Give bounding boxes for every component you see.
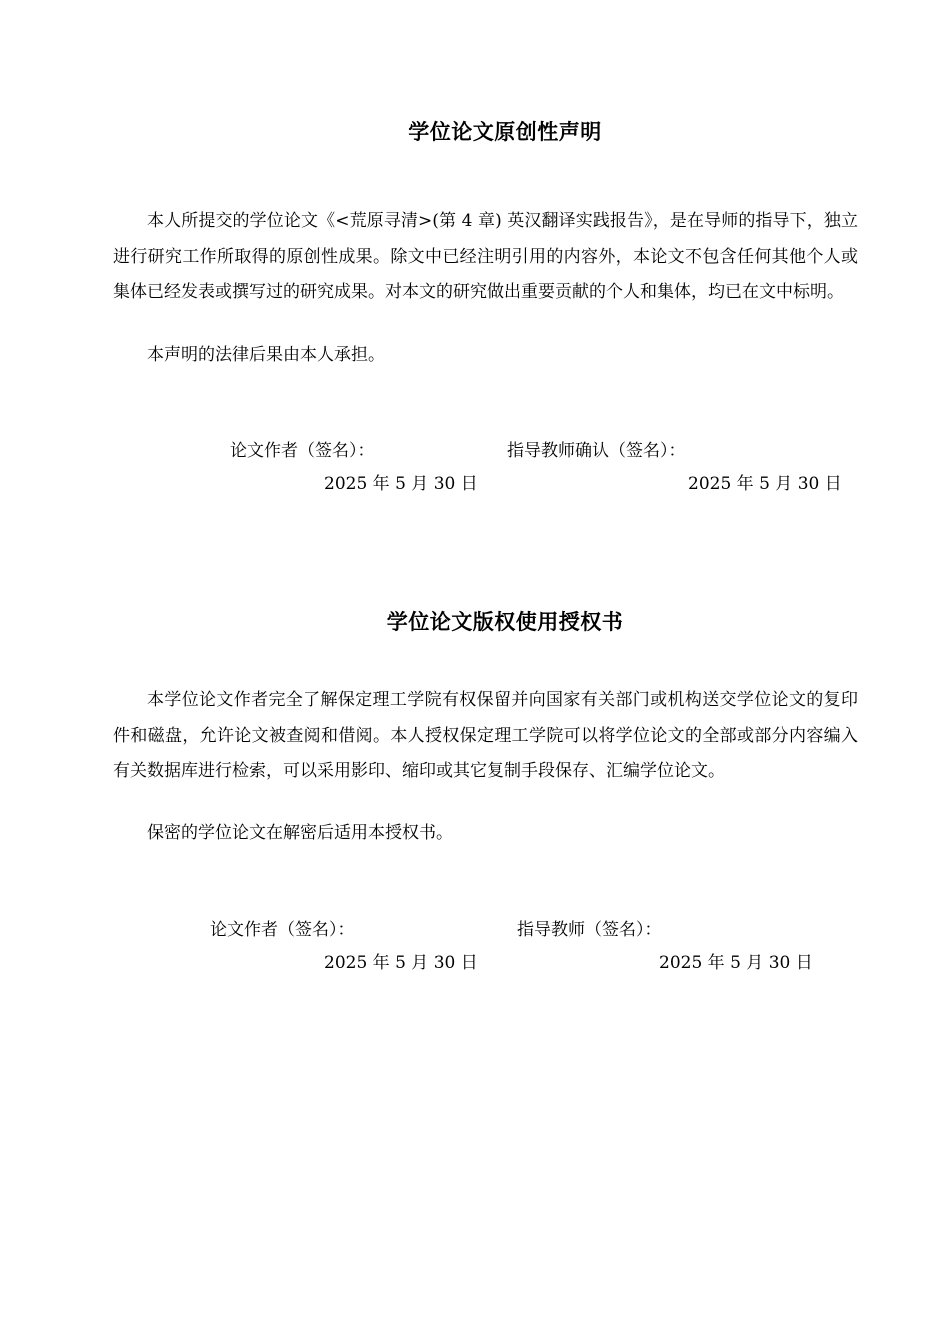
copyright-author-date: 2025 年 5 月 30 日 (324, 953, 478, 973)
copyright-authorization-paragraph: 本学位论文作者完全了解保定理工学院有权保留并向国家有关部门或机构送交学位论文的复印件和磁盘，允许论文被查阅和借阅。本人授权保定理工学院可以将学位论文的全部或部分内容编入有关数据库进行检索，可以采用影印、缩印或其它复制手段保存、汇编学位论文。 (113, 690, 858, 781)
originality-author-signature-label: 论文作者（签名）： (230, 441, 375, 461)
copyright-confidential-paragraph: 保密的学位论文在解密后适用本授权书。 (147, 823, 453, 843)
originality-author-date: 2025 年 5 月 30 日 (324, 474, 478, 494)
copyright-advisor-date: 2025 年 5 月 30 日 (659, 953, 813, 973)
copyright-author-signature-label: 论文作者（签名）： (210, 920, 355, 940)
originality-declaration-title: 学位论文原创性声明 (408, 120, 602, 144)
originality-advisor-signature-label: 指导教师确认（签名）： (507, 441, 686, 461)
copyright-advisor-signature-label: 指导教师（签名）： (517, 920, 662, 940)
originality-legal-consequence-paragraph: 本声明的法律后果由本人承担。 (147, 345, 385, 365)
originality-declaration-paragraph: 本人所提交的学位论文《<荒原寻清>(第 4 章) 英汉翻译实践报告》，是在导师的指导下，独立进行研究工作所取得的原创性成果。除文中已经注明引用的内容外，本论文不包含任何其他个人或集体已经发表或撰写过的研究成果。对本文的研究做出重要贡献的个人和集体，均已在文中标明。 (113, 211, 858, 302)
originality-advisor-date: 2025 年 5 月 30 日 (688, 474, 842, 494)
copyright-authorization-title: 学位论文版权使用授权书 (386, 610, 624, 634)
